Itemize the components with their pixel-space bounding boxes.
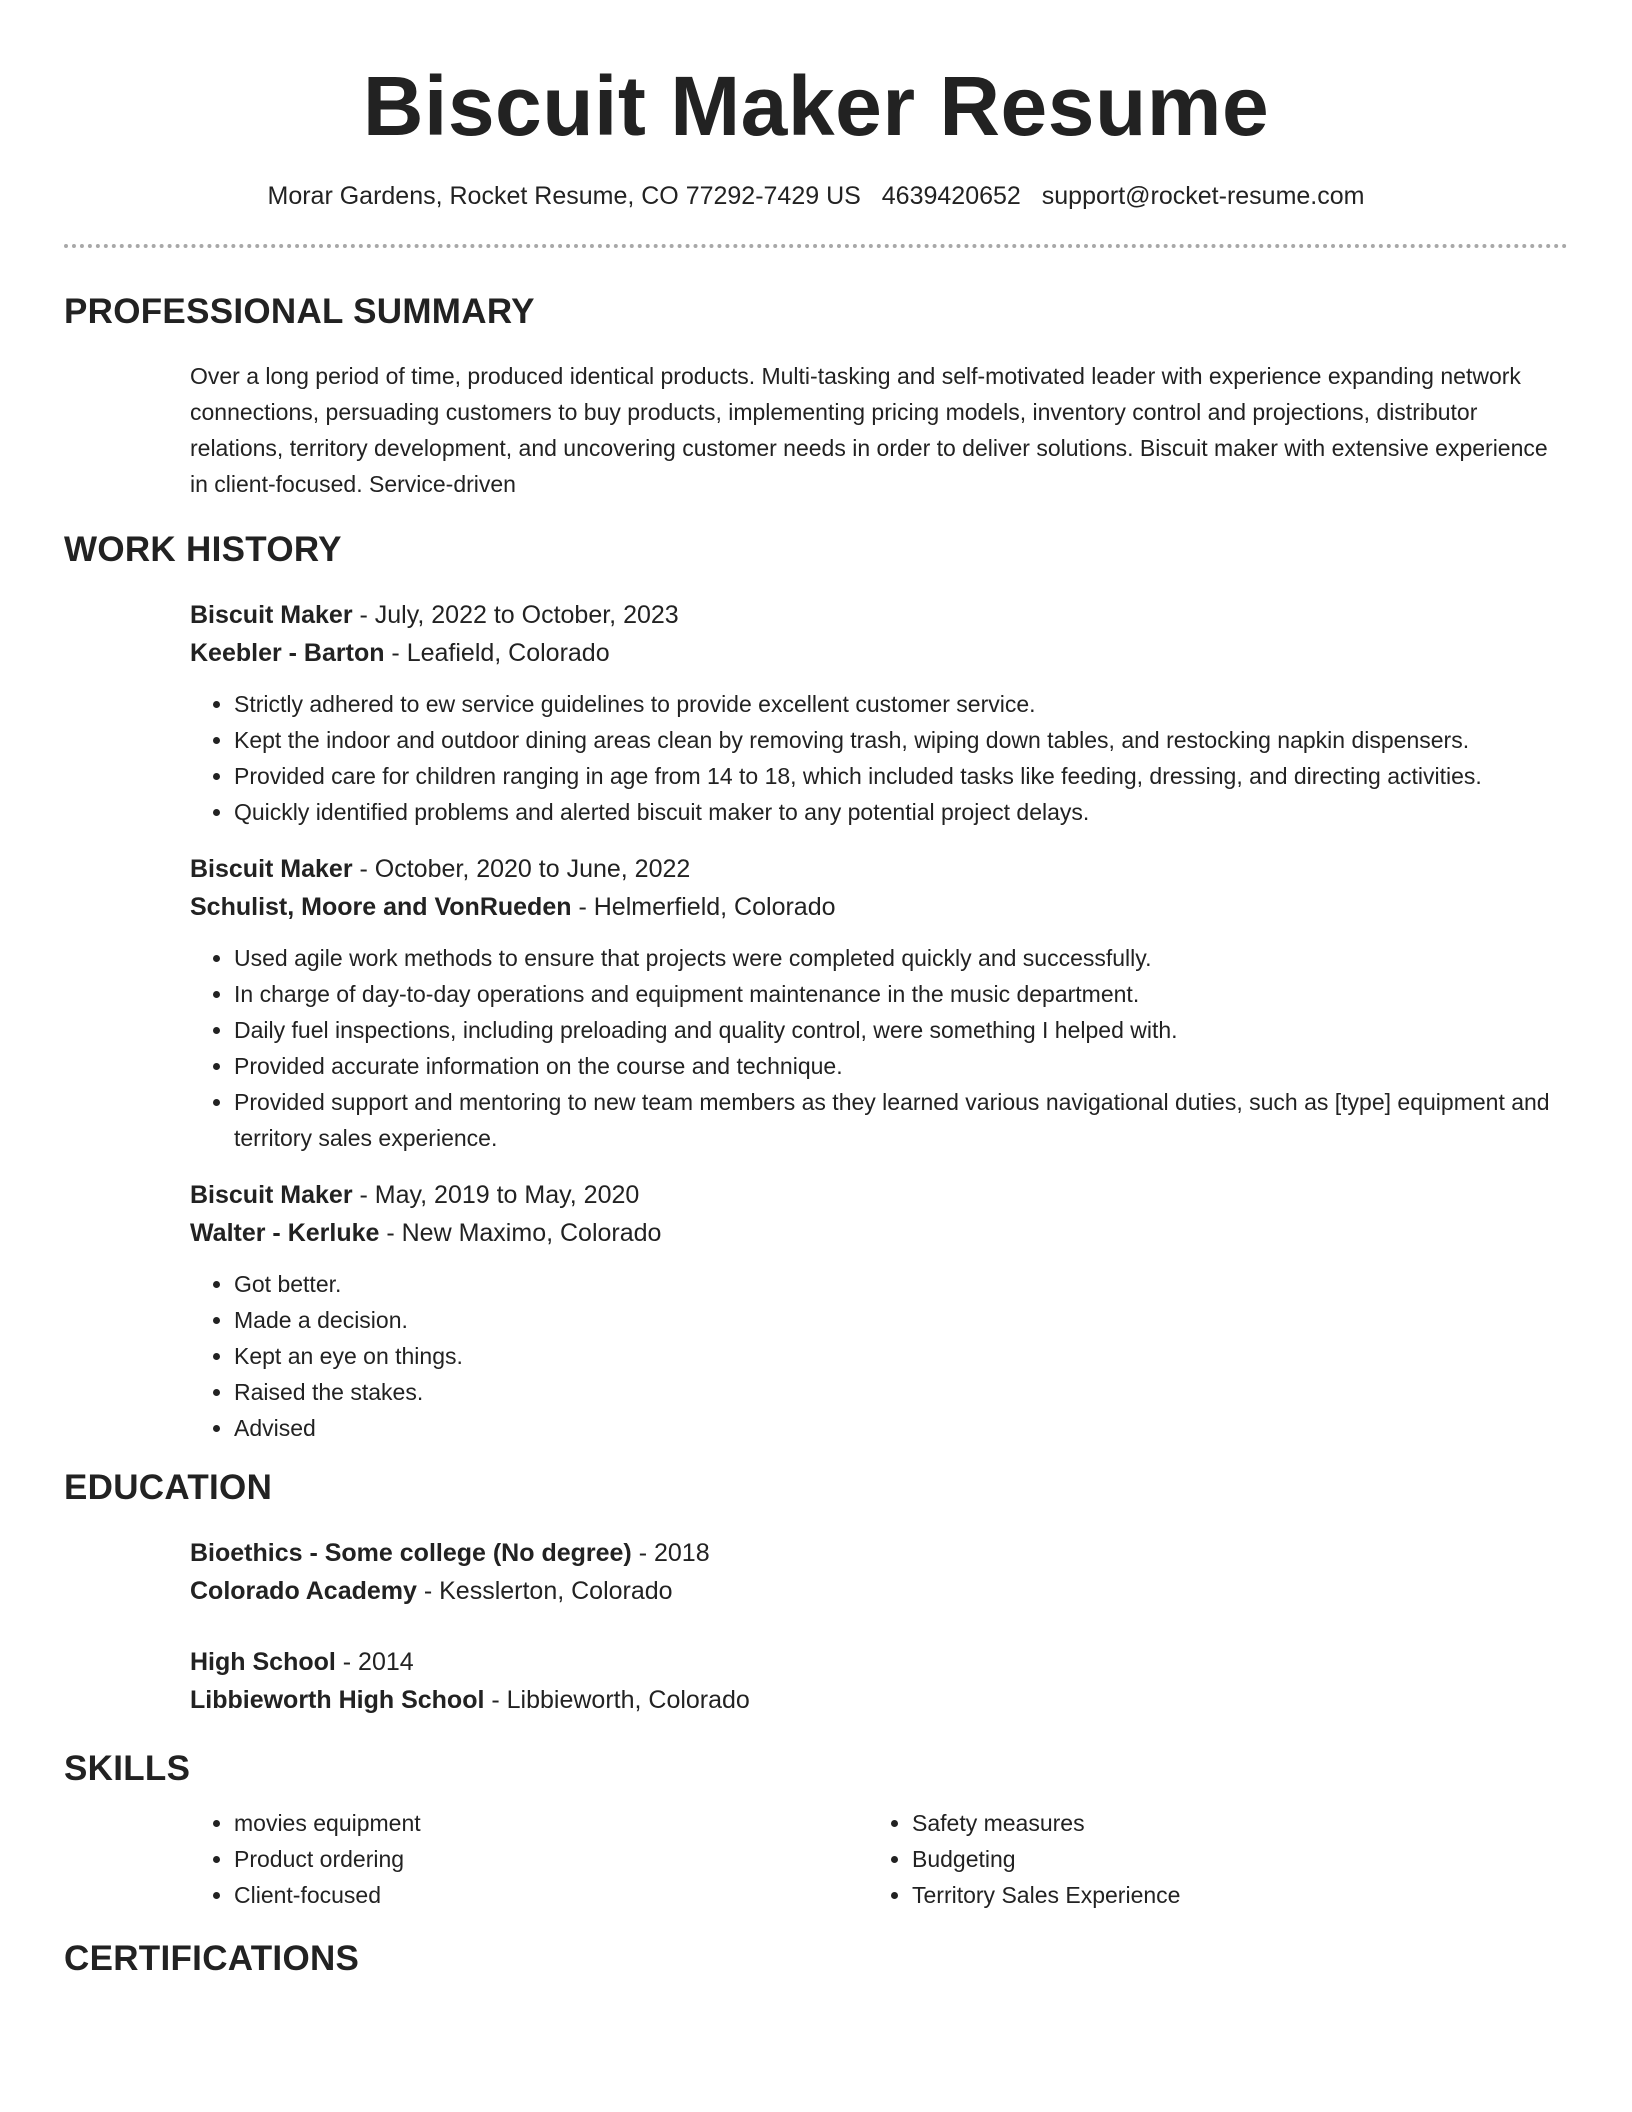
skill-item: • Client-focused <box>234 1877 868 1913</box>
job-bullet-list <box>190 940 1568 1156</box>
list-item: • Quickly identified problems and alerted biscuit maker to any potential project delays. <box>234 794 1568 830</box>
education-degree-line <box>190 1534 1568 1572</box>
list-item: • Strictly adhered to ew service guidelines to provide excellent customer service. <box>234 686 1568 722</box>
list-item: • Made a decision. <box>234 1302 1568 1338</box>
education-location: - Libbieworth, Colorado <box>484 1686 750 1714</box>
job-dates: - May, 2019 to May, 2020 <box>352 1181 640 1209</box>
list-item: • Kept the indoor and outdoor dining areas clean by removing trash, wiping down tables, and restocking napkin dispensers. <box>234 722 1568 758</box>
skill-item: • Budgeting <box>912 1841 1546 1877</box>
contact-email: support@rocket-resume.com <box>1041 182 1365 210</box>
job-company-line <box>190 888 1568 926</box>
list-item: • Advised <box>234 1410 1568 1446</box>
list-item: • Got better. <box>234 1266 1568 1302</box>
section-title-certifications: CERTIFICATIONS <box>64 1939 360 1978</box>
section-title-education: EDUCATION <box>64 1468 273 1507</box>
contact-address: Morar Gardens, Rocket Resume, CO 77292-7429 US <box>267 182 861 210</box>
job-bullet-list <box>190 1266 1568 1446</box>
education-year: - 2018 <box>631 1539 710 1567</box>
education-school-line <box>190 1572 1568 1610</box>
list-item: • Daily fuel inspections, including preloading and quality control, were something I helped with. <box>234 1012 1568 1048</box>
contact-phone: 4639420652 <box>881 182 1021 210</box>
job-entry <box>190 850 1568 1156</box>
skill-item: • movies equipment <box>234 1805 868 1841</box>
job-entry <box>190 1176 1568 1446</box>
job-location: - Helmerfield, Colorado <box>571 893 836 921</box>
job-entry <box>190 596 1568 830</box>
job-company: Keebler - Barton <box>190 639 385 667</box>
skill-item: • Territory Sales Experience <box>912 1877 1546 1913</box>
list-item: • Provided support and mentoring to new team members as they learned various navigational duties, such as [type] equipment and territory sales experience. <box>234 1084 1568 1156</box>
job-dates: - July, 2022 to October, 2023 <box>352 601 679 629</box>
job-company: Walter - Kerluke <box>190 1219 380 1247</box>
job-title: Biscuit Maker <box>190 1181 353 1209</box>
education-location: - Kesslerton, Colorado <box>416 1577 673 1605</box>
skills-list <box>190 1805 868 1913</box>
education-school: Colorado Academy <box>190 1577 417 1605</box>
job-title-line <box>190 1176 1568 1214</box>
skill-item: • Product ordering <box>234 1841 868 1877</box>
list-item: • Used agile work methods to ensure that projects were completed quickly and successfully. <box>234 940 1568 976</box>
job-title: Biscuit Maker <box>190 601 353 629</box>
job-company: Schulist, Moore and VonRueden <box>190 893 572 921</box>
job-bullet-list <box>190 686 1568 830</box>
summary-text: Over a long period of time, produced identical products. Multi-tasking and self-motivated leader with experience expanding network connections, persuading customers to buy products, implementing pricing models, inventory control and projections, distributor relations, territory development, and uncovering customer needs in order to deliver solutions. Biscuit maker with extensive experience in client-focused. Service-driven <box>190 363 1548 497</box>
skills-list <box>868 1805 1546 1913</box>
header-divider <box>64 244 1568 248</box>
section-title-summary: PROFESSIONAL SUMMARY <box>64 292 535 331</box>
contact-line <box>64 180 1568 212</box>
education-degree: High School <box>190 1648 336 1676</box>
education-year: - 2014 <box>335 1648 414 1676</box>
education-school: Libbieworth High School <box>190 1686 485 1714</box>
education-entry <box>190 1643 1568 1719</box>
skill-item: • Safety measures <box>912 1805 1546 1841</box>
job-title-line <box>190 850 1568 888</box>
job-title-line <box>190 596 1568 634</box>
list-item: • Raised the stakes. <box>234 1374 1568 1410</box>
education-school-line <box>190 1681 1568 1719</box>
list-item: • Kept an eye on things. <box>234 1338 1568 1374</box>
skills-grid <box>190 1805 1568 1913</box>
section-title-skills: SKILLS <box>64 1749 191 1788</box>
job-company-line <box>190 1214 1568 1252</box>
skills-column-right <box>868 1805 1546 1913</box>
education-degree-line <box>190 1643 1568 1681</box>
job-title: Biscuit Maker <box>190 855 353 883</box>
list-item: • In charge of day-to-day operations and equipment maintenance in the music department. <box>234 976 1568 1012</box>
skills-column-left <box>190 1805 868 1913</box>
list-item: • Provided accurate information on the course and technique. <box>234 1048 1568 1084</box>
job-dates: - October, 2020 to June, 2022 <box>352 855 691 883</box>
education-degree: Bioethics - Some college (No degree) <box>190 1539 632 1567</box>
job-company-line <box>190 634 1568 672</box>
list-item: • Provided care for children ranging in age from 14 to 18, which included tasks like feeding, dressing, and directing activities. <box>234 758 1568 794</box>
job-location: - New Maximo, Colorado <box>379 1219 662 1247</box>
education-entry <box>190 1534 1568 1610</box>
job-location: - Leafield, Colorado <box>384 639 610 667</box>
section-title-work-history: WORK HISTORY <box>64 530 342 569</box>
resume-title: Biscuit Maker Resume <box>362 59 1270 153</box>
